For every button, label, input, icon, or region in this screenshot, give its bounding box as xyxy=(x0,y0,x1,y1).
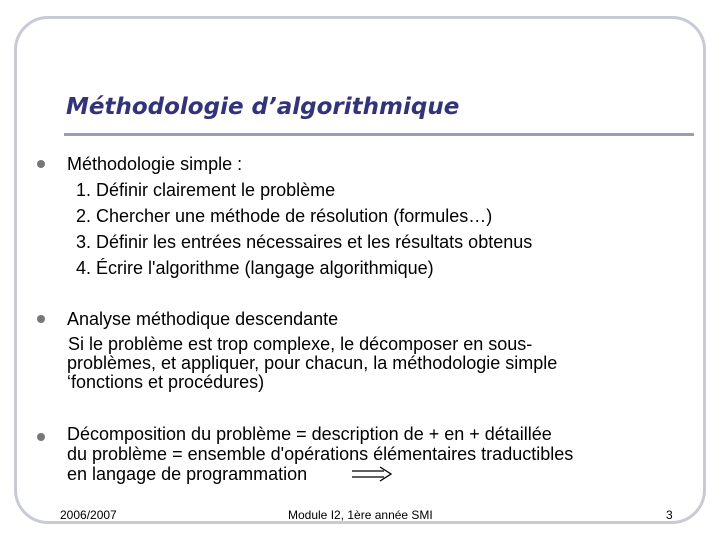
step-2: 2. Chercher une méthode de résolution (formules…) xyxy=(76,206,493,226)
bullet-3-line-1: Décomposition du problème = description de + en + détaillée xyxy=(67,424,552,444)
page-number: 3 xyxy=(666,508,673,522)
bullet-1-text: Méthodologie simple : xyxy=(67,154,243,174)
bullet-icon xyxy=(37,160,45,168)
bullet-3-line-3: en langage de programmation xyxy=(67,464,308,484)
step-4: 4. Écrire l'algorithme (langage algorithmique) xyxy=(76,258,434,278)
bullet-icon xyxy=(37,433,45,441)
bullet-icon xyxy=(37,315,45,323)
footer-date: 2006/2007 xyxy=(60,508,117,522)
bullet-3-line-2: du problème = ensemble d'opérations élémentaires traductibles xyxy=(67,444,574,464)
bullet-2-line-1: Si le problème est trop complexe, le décomposer en sous- xyxy=(68,334,533,354)
implies-arrow-icon xyxy=(352,466,394,482)
slide-title: Méthodologie d’algorithmique xyxy=(66,94,460,120)
step-3: 3. Définir les entrées nécessaires et les résultats obtenus xyxy=(76,232,533,252)
bullet-2-line-3: ‘fonctions et procédures) xyxy=(67,372,265,392)
footer-course: Module I2, 1ère année SMI xyxy=(288,508,433,522)
bullet-2-text: Analyse méthodique descendante xyxy=(67,309,339,329)
bullet-2-line-2: problèmes, et appliquer, pour chacun, la méthodologie simple xyxy=(67,353,558,373)
step-1: 1. Définir clairement le problème xyxy=(76,180,336,200)
title-underline xyxy=(64,133,694,136)
